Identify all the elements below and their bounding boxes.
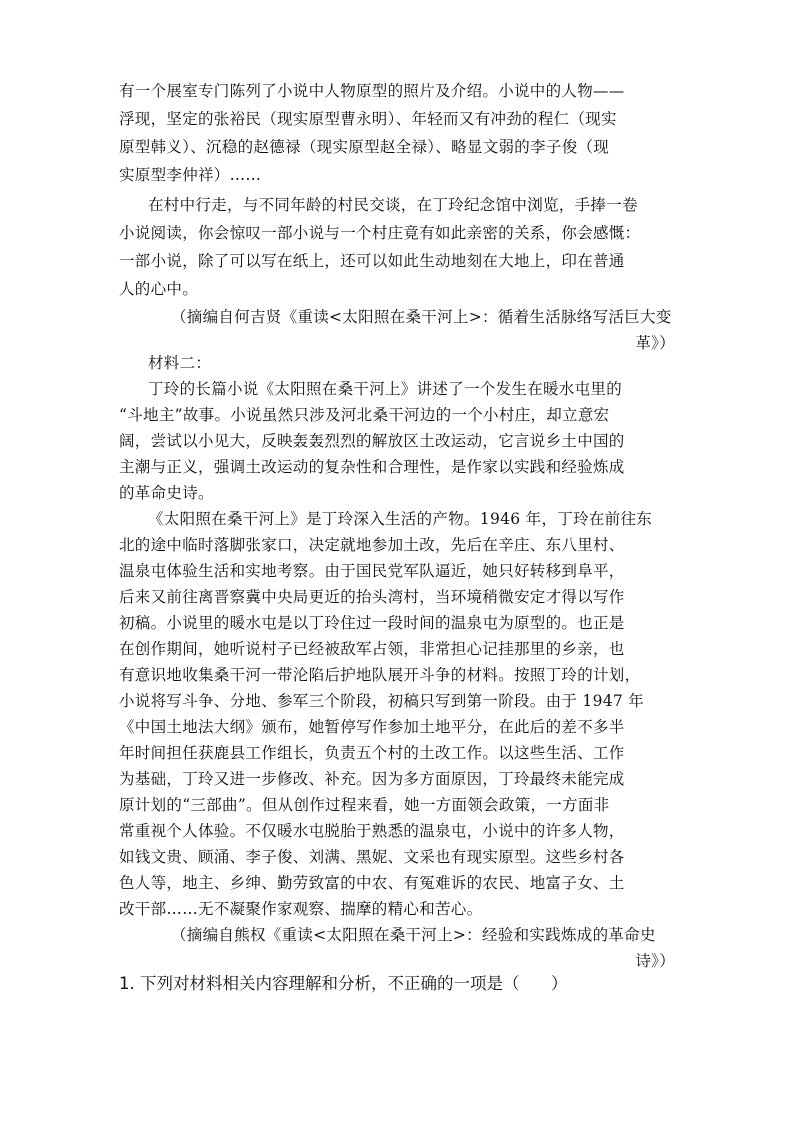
material2-paragraph-line: 的革命史诗。 bbox=[119, 484, 214, 502]
material2-paragraph-line: 为基础，丁玲又进一步修改、补充。因为多方面原因，丁玲最终未能完成 bbox=[119, 770, 625, 788]
material2-paragraph-line: 温泉屯体验生活和实地考察。由于国民党军队逼近，她只好转移到阜平， bbox=[119, 562, 625, 580]
material1-paragraph-line: 在村中行走，与不同年龄的村民交谈，在丁玲纪念馆中浏览，手捧一卷 bbox=[148, 196, 638, 214]
material2-paragraph-line: “斗地主”故事。小说虽然只涉及河北桑干河边的一个小村庄，却立意宏 bbox=[119, 406, 610, 424]
source1-line: （摘编自何吉贤《重读<太阳照在桑干河上>：循着生活脉络写活巨大变 bbox=[171, 308, 672, 326]
material2-paragraph-line: 年时间担任获鹿县工作组长，负责五个村的土改工作。以这些生活、工作 bbox=[119, 744, 625, 762]
material2-paragraph-line: 后来又前往离晋察冀中央局更近的抬头湾村，当环境稍微安定才得以写作 bbox=[119, 588, 625, 606]
material2-paragraph-line: 常重视个人体验。不仅暖水屯脱胎于熟悉的温泉屯，小说中的许多人物， bbox=[119, 822, 625, 840]
material1-paragraph-line: 一部小说，除了可以写在纸上，还可以如此生动地刻在大地上，印在普通 bbox=[119, 252, 625, 270]
material1-line: 有一个展室专门陈列了小说中人物原型的照片及介绍。小说中的人物—— bbox=[119, 82, 625, 100]
material2-paragraph-line: 《中国土地法大纲》颁布，她暂停写作参加土地平分，在此后的差不多半 bbox=[119, 718, 625, 736]
material2-paragraph-line: 原计划的“三部曲”。但从创作过程来看，她一方面领会政策，一方面非 bbox=[119, 796, 610, 814]
source2-line: 诗》） bbox=[635, 952, 675, 970]
material1-line: 浮现，坚定的张裕民（现实原型曹永明）、年轻而又有冲劲的程仁（现实 bbox=[119, 110, 617, 128]
material2-paragraph-line: 北的途中临时落脚张家口，决定就地参加土改，先后在辛庄、东八里村、 bbox=[119, 536, 625, 554]
material2-paragraph-line: 小说将写斗争、分地、参军三个阶段，初稿只写到第一阶段。由于 1947 年 bbox=[119, 692, 645, 710]
material2-paragraph-line: 色人等，地主、乡绅、勤劳致富的中农、有冤难诉的农民、地富子女、土 bbox=[119, 874, 625, 892]
material2-paragraph-line: 在创作期间，她听说村子已经被敌军占领，非常担心记挂那里的乡亲，也 bbox=[119, 640, 625, 658]
material1-paragraph-line: 人的心中。 bbox=[119, 280, 199, 298]
material2-paragraph-line: 改干部……无不凝聚作家观察、揣摩的精心和苦心。 bbox=[119, 900, 483, 918]
material2-paragraph-line: 丁玲的长篇小说《太阳照在桑干河上》讲述了一个发生在暖水屯里的 bbox=[148, 380, 623, 398]
source2-line: （摘编自熊权《重读<太阳照在桑干河上>：经验和实践炼成的革命史 bbox=[171, 926, 656, 944]
material1-line: 实原型李仲祥）…… bbox=[119, 166, 262, 184]
material1-paragraph-line: 小说阅读，你会惊叹一部小说与一个村庄竟有如此亲密的关系，你会感慨： bbox=[119, 224, 641, 242]
question-1: 1. 下列对材料相关内容理解和分析，不正确的一项是（ ） bbox=[119, 974, 568, 993]
material2-paragraph-line: 如钱文贵、顾涌、李子俊、刘满、黑妮、文采也有现实原型。这些乡村各 bbox=[119, 848, 625, 866]
source1-line: 革》） bbox=[635, 334, 675, 352]
material2-paragraph-line: 初稿。小说里的暖水屯是以丁玲住过一段时间的温泉屯为原型的。也正是 bbox=[119, 614, 625, 632]
material1-line: 原型韩义）、沉稳的赵德禄（现实原型赵全禄）、略显文弱的李子俊（现 bbox=[119, 138, 610, 156]
material2-paragraph-line: 有意识地收集桑干河一带沦陷后护地队展开斗争的材料。按照丁玲的计划， bbox=[119, 666, 641, 684]
material2-paragraph-line: 阔，尝试以小见大，反映轰轰烈烈的解放区土改运动，它言说乡土中国的 bbox=[119, 432, 625, 450]
material2-paragraph-line: 《太阳照在桑干河上》是丁玲深入生活的产物。1946 年，丁玲在前往东 bbox=[148, 510, 653, 528]
material2-label: 材料二： bbox=[148, 354, 212, 372]
material2-paragraph-line: 主潮与正义，强调土改运动的复杂性和合理性，是作家以实践和经验炼成 bbox=[119, 458, 625, 476]
